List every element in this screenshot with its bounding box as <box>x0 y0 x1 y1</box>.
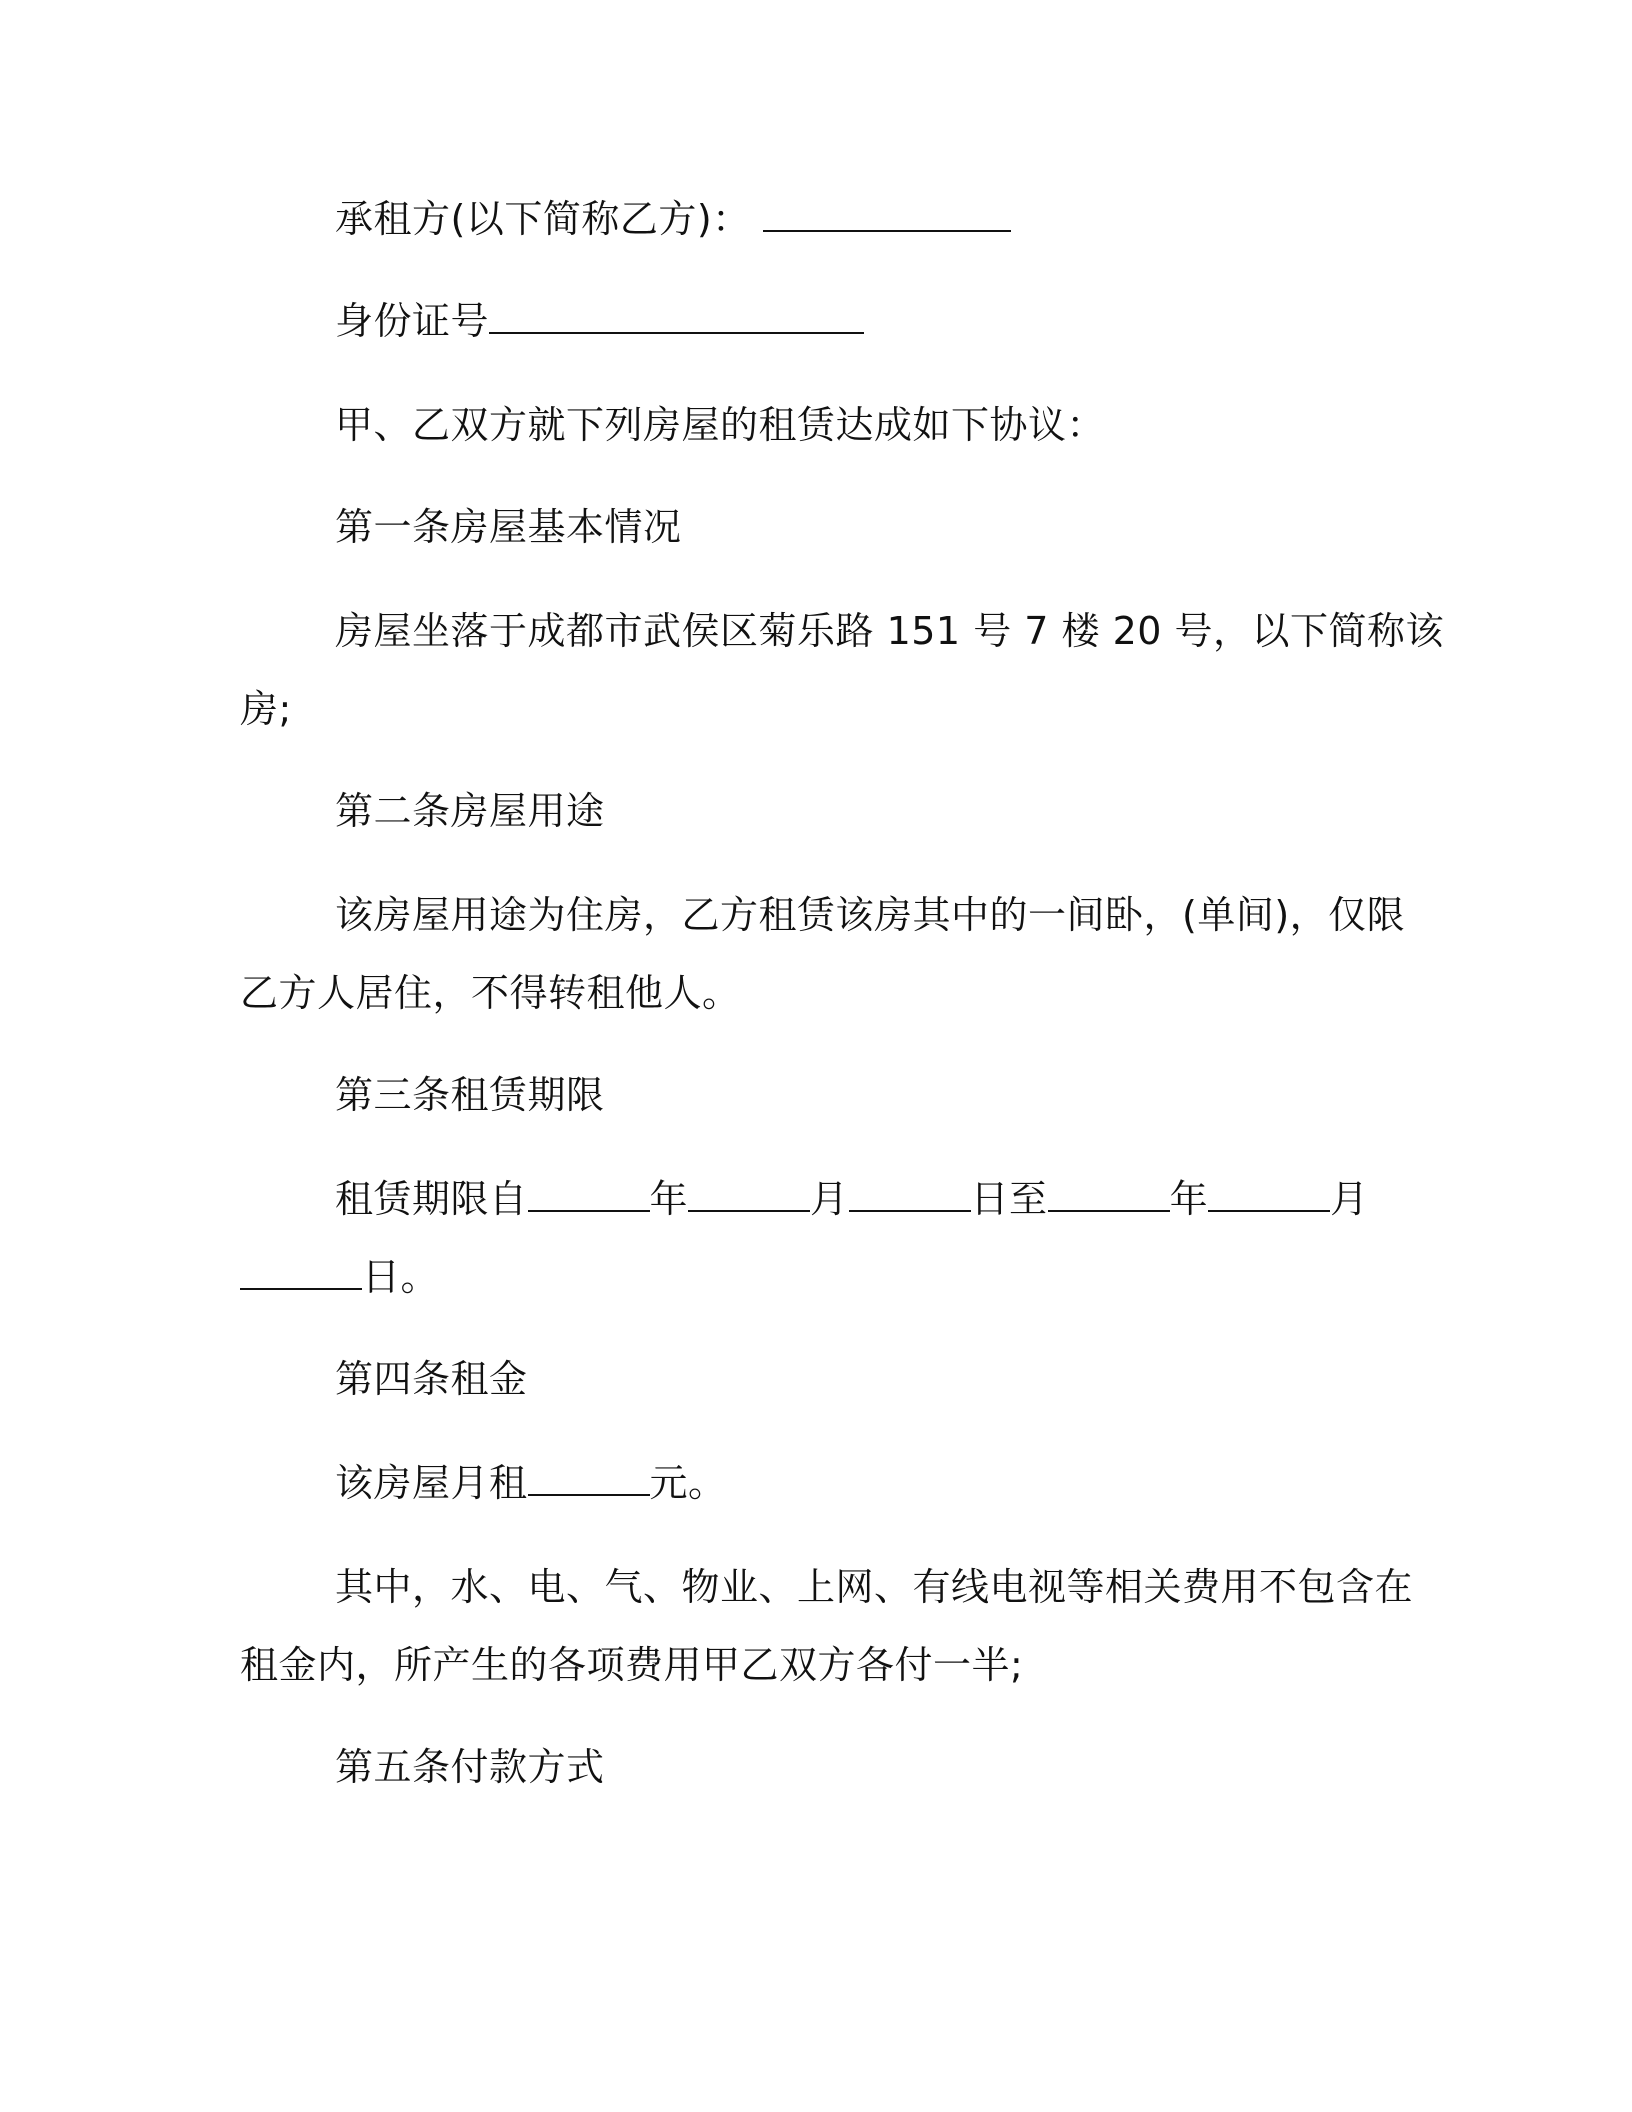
intro-paragraph <box>240 386 1485 464</box>
article1-title <box>240 488 1485 566</box>
start-day-blank <box>849 1176 971 1212</box>
article1-line1: 房屋坐落于成都市武侯区菊乐路 151 号 7 楼 20 号，以下简称该 <box>335 609 1445 653</box>
id-line <box>240 282 1485 360</box>
fees-line1: 其中，水、电、气、物业、上网、有线电视等相关费用不包含在 <box>335 1565 1414 1609</box>
end-month-blank <box>1208 1176 1330 1212</box>
article1-paragraph <box>240 592 1445 748</box>
article1-title-text: 第一条房屋基本情况 <box>335 505 682 549</box>
article1-line2: 房; <box>240 687 292 731</box>
article2-title <box>240 772 1485 850</box>
rent-suffix: 元。 <box>649 1461 727 1505</box>
start-month-blank <box>688 1176 810 1212</box>
fees-line2: 租金内，所产生的各项费用甲乙双方各付一半; <box>240 1643 1024 1687</box>
lease-term-line1 <box>240 1160 1390 1238</box>
id-label: 身份证号 <box>335 299 490 343</box>
article2-line2: 乙方人居住，不得转租他人。 <box>240 971 741 1015</box>
start-year-blank <box>528 1176 650 1212</box>
article5-title <box>240 1728 1485 1806</box>
end-year-blank <box>1048 1176 1170 1212</box>
intro-text: 甲、乙双方就下列房屋的租赁达成如下协议： <box>335 403 1106 447</box>
end-year-label: 年 <box>1169 1177 1209 1221</box>
end-day-label: 日。 <box>362 1255 440 1299</box>
tenant-name-blank <box>763 196 1011 232</box>
tenant-label: 承租方(以下简称乙方)： <box>335 197 751 241</box>
article5-title-text: 第五条付款方式 <box>335 1745 605 1789</box>
start-day-to-label: 日至 <box>970 1177 1048 1221</box>
article4-title <box>240 1340 1485 1418</box>
tenant-line <box>240 180 1485 258</box>
rent-prefix: 该房屋月租 <box>335 1461 528 1505</box>
end-day-blank <box>240 1254 362 1290</box>
end-month-label: 月 <box>1330 1177 1369 1221</box>
article2-line1: 该房屋用途为住房，乙方租赁该房其中的一间卧，(单间)，仅限 <box>335 893 1406 937</box>
article2-title-text: 第二条房屋用途 <box>335 789 605 833</box>
lease-term-prefix: 租赁期限自 <box>335 1177 528 1221</box>
fees-paragraph <box>240 1548 1414 1704</box>
id-number-blank <box>489 298 864 334</box>
rent-line <box>240 1444 1485 1522</box>
article3-title <box>240 1056 1485 1134</box>
article2-paragraph <box>240 876 1406 1032</box>
start-year-label: 年 <box>649 1177 689 1221</box>
article3-paragraph <box>240 1160 1390 1316</box>
rent-amount-blank <box>528 1460 650 1496</box>
article4-title-text: 第四条租金 <box>335 1357 528 1401</box>
start-month-label: 月 <box>810 1177 849 1221</box>
article3-title-text: 第三条租赁期限 <box>335 1073 605 1117</box>
lease-term-line2 <box>240 1238 1390 1316</box>
